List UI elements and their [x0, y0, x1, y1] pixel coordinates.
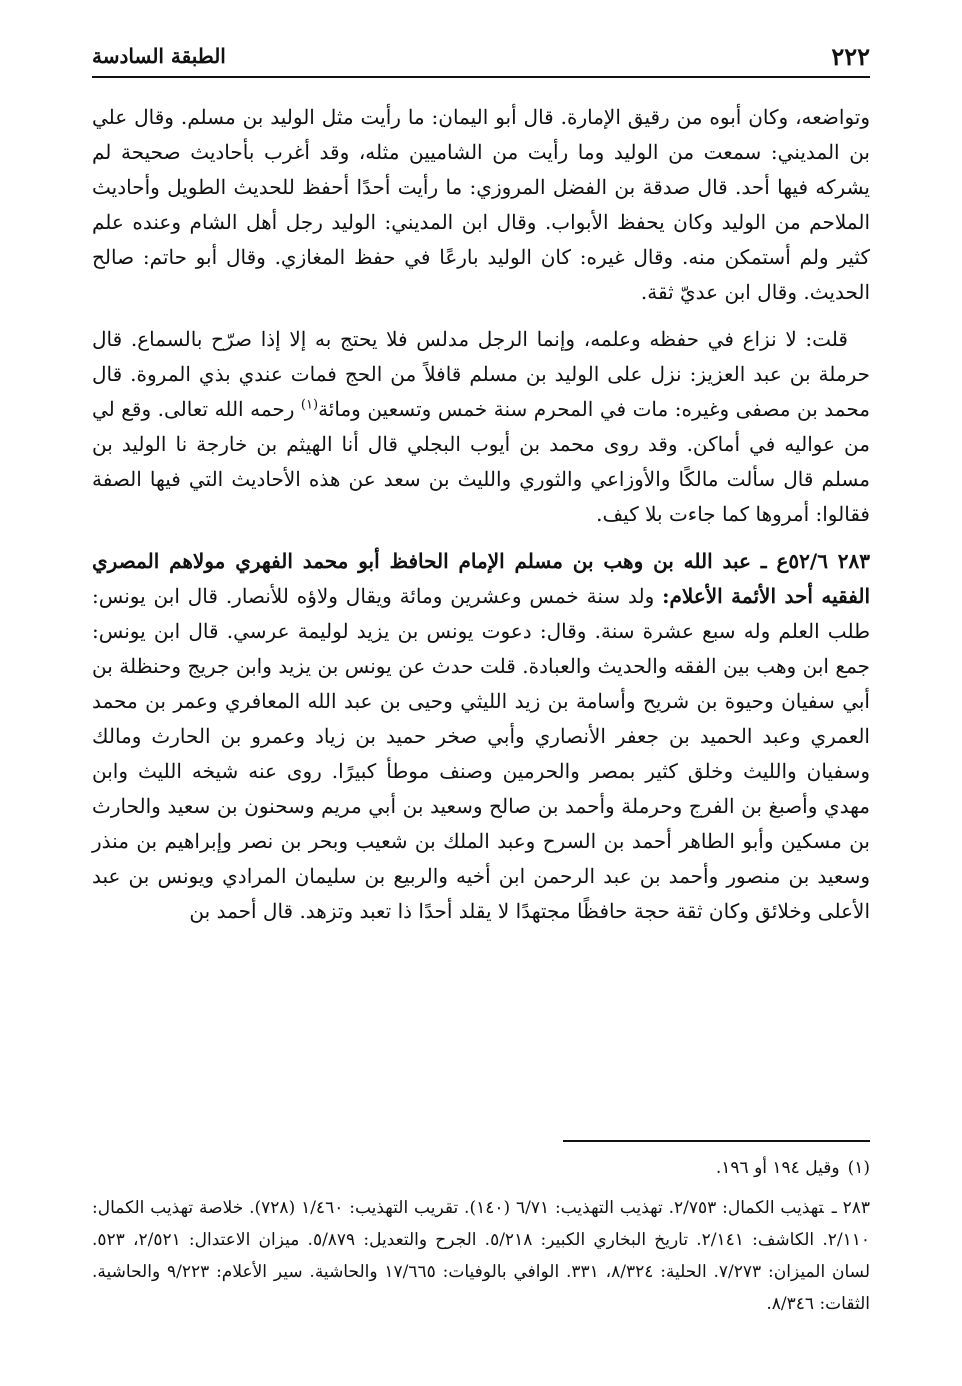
running-title: الطبقة السادسة [92, 44, 226, 68]
footnote-1 [92, 1152, 870, 1184]
footnote-reference[interactable]: (١) [300, 397, 319, 413]
footnote-number: ٢٨٣ ـ [831, 1198, 871, 1218]
footnotes [92, 1152, 870, 1328]
paragraph-text: قلت: لا نزاع في حفظه وعلمه، وإنما الرجل مدلس فلا يحتج به إلا إذا صرّح بالسماع. قال حرملة بن عبد العزيز: نزل على الوليد بن مسلم قافلاً من الحج فمات عندي بذي المروة. قال محمد بن مصفى وغيره: مات في المحرم سنة خمس وتسعين ومائة [92, 327, 870, 421]
paragraph-text: رحمه الله تعالى. وقع لي من عواليه في أماكن. وقد روى محمد بن أيوب البجلي قال أنا الهيثم بن خارجة نا الوليد بن مسلم قال سألت مالكًا والأوزاعي والثوري والليث بن سعد عن هذه الأحاديث التي فيها الصفة فقالوا: أمروها كما جاءت بلا كيف. [92, 397, 870, 526]
paragraph-walid-praise: وتواضعه، وكان أبوه من رقيق الإمارة. قال أبو اليمان: ما رأيت مثل الوليد بن مسلم. وقال علي بن المديني: سمعت من الوليد وما رأيت من الشاميين مثله، وقد أغرب بأحاديث صحيحة لم يشركه فيها أحد. قال صدقة بن الفضل المروزي: ما رأيت أحدًا أحفظ للحديث الطويل وأحاديث الملاحم من الوليد وكان يحفظ الأبواب. وقال ابن المديني: الوليد رجل أهل الشام وعنده علم كثير ولم أستمكن منه. وقال غيره: كان الوليد بارعًا في حفظ المغازي. وقال أبو حاتم: صالح الحديث. وقال ابن عديّ ثقة. [92, 105, 870, 304]
footnote-sources-283 [92, 1192, 870, 1320]
main-text [92, 100, 870, 941]
footnote-divider [563, 1140, 870, 1142]
footnote-number: (١) [847, 1158, 870, 1178]
page-number: ٢٢٢ [831, 42, 870, 71]
biography-text: ولد سنة خمس وعشرين ومائة ويقال ولاؤه للأنصار. قال ابن يونس: طلب العلم وله سبع عشرة سنة. وقال: دعوت يونس بن يزيد لوليمة عرسي. قال ابن يونس: جمع ابن وهب بين الفقه والحديث والعبادة. قلت حدث عن يونس بن يزيد وابن جريج وحنظلة بن أبي سفيان وحيوة بن شريح وأسامة بن زيد الليثي وحيى بن عبد الله المعافري وعمر بن محمد العمري وعبد الحميد بن جعفر الأنصاري وأبي صخر حميد بن زياد وعمرو بن الحارث ومالك وسفيان والليث وخلق كثير بمصر والحرمين وصنف موطأ كبيرًا. روى عنه شيخه الليث وابن مهدي وأصبغ بن الفرج وحرملة وأحمد بن صالح وسعيد بن أبي مريم وسحنون بن سعيد والحارث بن مسكين وأبو الطاهر أحمد بن السرح وعبد الملك بن شعيب وبحر بن نصر وإبراهيم بن منذر وسعيد بن منصور وأحمد بن عبد الرحمن ابن أخيه والربيع بن سليمان المرادي ويونس بن عبد الأعلى وخلائق وكان ثقة حجة حافظًا مجتهدًا لا يقلد أحدًا ذا تعبد وتزهد. قال أحمد بن [92, 584, 870, 923]
footnote-text: تهذيب الكمال: ٢/٧٥٣. تهذيب التهذيب: ٦/٧١ (١٤٠). تقريب التهذيب: ١/٤٦٠ (٧٢٨). خلاصة تهذيب الكمال: ٢/١١٠. الكاشف: ٢/١٤١. تاريخ البخاري الكبير: ٥/٢١٨. الجرح والتعديل: ٥/٨٧٩. ميزان الاعتدال: ٢/٥٢١، ٥٢٣. لسان الميزان: ٧/٢٧٣. الحلية: ٨/٣٢٤، ٣٣١. الوافي بالوفيات: ١٧/٦٦٥ والحاشية. سير الأعلام: ٩/٢٢٣ والحاشية. الثقات: ٨/٣٤٦. [92, 1198, 871, 1314]
footnote-text: وقيل ١٩٤ أو ١٩٦. [715, 1158, 840, 1178]
biography-heading: ٢٨٣ ٥٢/٦ع ـ عبد الله بن وهب بن مسلم الإمام الحافظ أبو محمد الفهري مولاهم المصري الفقيه أحد الأئمة الأعلام: [92, 549, 870, 608]
paragraph-walid-death [92, 322, 870, 532]
page-header [92, 40, 870, 78]
biography-entry-283 [92, 544, 870, 929]
